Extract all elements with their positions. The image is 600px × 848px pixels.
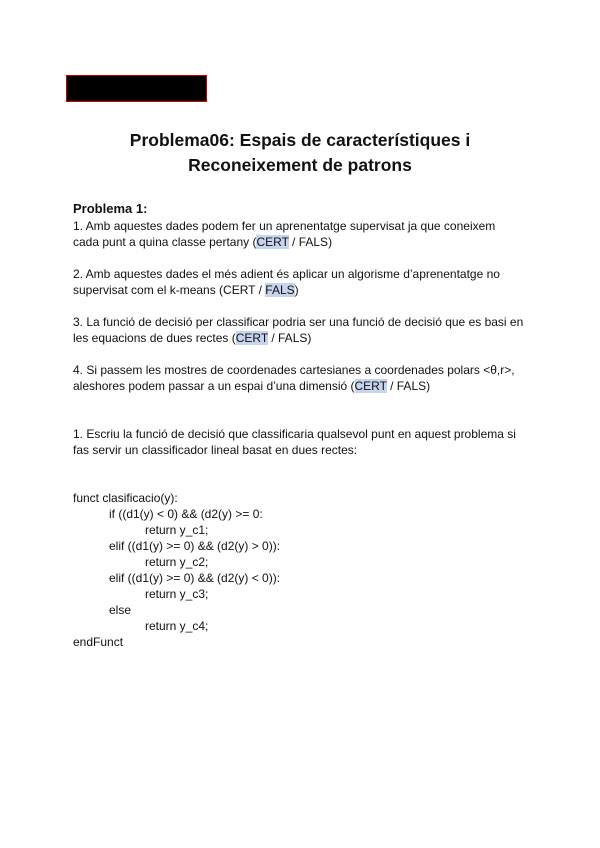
question [73, 426, 516, 458]
code-line: return y_c1; [145, 523, 209, 537]
statement-1 [73, 218, 495, 250]
answer-cert-option: CERT [256, 235, 289, 249]
code-line: funct clasificacio(y): [73, 491, 178, 505]
answer-fals-option: FALS [265, 283, 295, 297]
code-line: return y_c3; [145, 587, 209, 601]
statement-2-line-1: 2. Amb aquestes dades el més adient és aplicar un algorisme d’aprenentatge no [73, 267, 500, 281]
statement-3-line-2: les equacions de dues rectes (CERT / FALS) [73, 331, 312, 345]
page-title [0, 128, 600, 178]
question-line-1: 1. Escriu la funció de decisió que classificaria qualsevol punt en aquest problema si [73, 427, 516, 441]
statement-1-line-2: cada punt a quina classe pertany (CERT / FALS) [73, 235, 333, 249]
code-line: return y_c4; [145, 619, 209, 633]
code-line: elif ((d1(y) >= 0) && (d2(y) > 0)): [109, 539, 281, 553]
statement-1-line-1: 1. Amb aquestes dades podem fer un aprenentatge supervisat ja que coneixem [73, 219, 496, 233]
answer-cert-option: CERT [235, 331, 268, 345]
section-heading: Problema 1: [73, 201, 148, 216]
code-line: else [109, 603, 132, 617]
answer-cert-option: CERT [354, 379, 387, 393]
statement-4 [73, 362, 515, 394]
statement-3-line-1: 3. La funció de decisió per classificar podria ser una funció de decisió que es basi en [73, 315, 524, 329]
title-line-2: Reconeixement de patrons [188, 155, 412, 175]
statement-4-line-2: aleshores podem passar a un espai d’una dimensió (CERT / FALS) [73, 379, 431, 393]
code-line: endFunct [73, 635, 124, 649]
code-line: return y_c2; [145, 555, 209, 569]
answer-fals-option: FALS [298, 235, 329, 249]
statement-4-line-1: 4. Si passem les mostres de coordenades cartesianes a coordenades polars <θ,r>, [73, 363, 515, 377]
answer-fals-option: FALS [396, 379, 427, 393]
statement-2 [73, 266, 500, 298]
answer-fals-option: FALS [278, 331, 308, 345]
statement-3 [73, 314, 523, 346]
statement-2-line-2: supervisat com el k-means (CERT / FALS) [73, 283, 299, 297]
title-line-1: Problema06: Espais de característiques i [129, 130, 471, 150]
redacted-author-block [66, 75, 207, 102]
answer-cert-option: CERT [223, 283, 256, 297]
question-line-2: fas servir un classificador lineal basat en dues rectes: [73, 443, 358, 457]
code-line: if ((d1(y) < 0) && (d2(y) >= 0: [109, 507, 263, 521]
code-line: elif ((d1(y) >= 0) && (d2(y) < 0)): [109, 571, 281, 585]
